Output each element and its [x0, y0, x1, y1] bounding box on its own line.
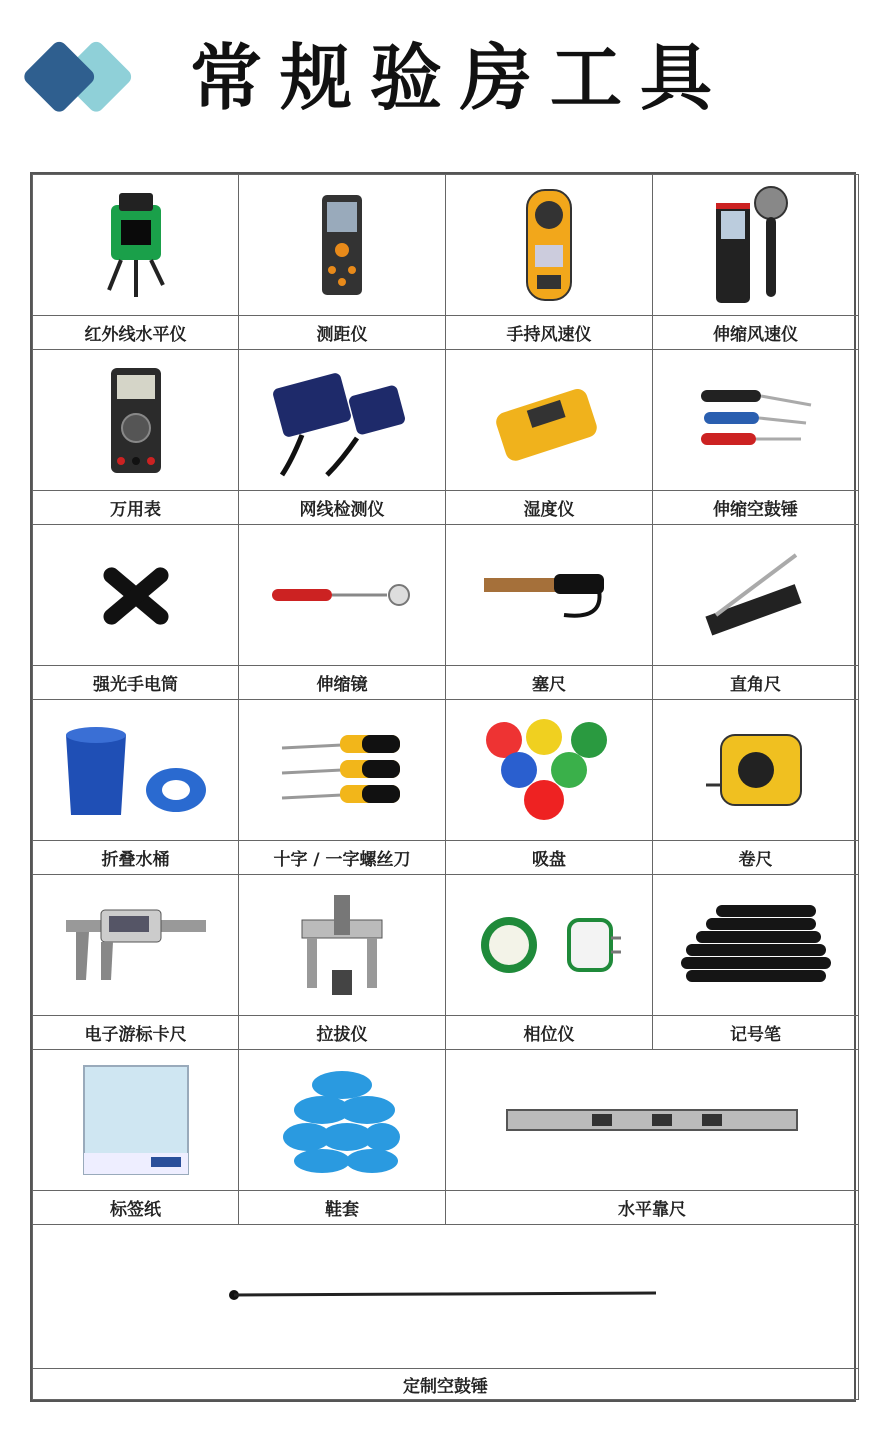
label-paper-icon: [81, 1063, 191, 1178]
tool-cell-laser-level: [33, 175, 239, 316]
flashlight-icon: [86, 550, 186, 640]
tool-label: 卷尺: [653, 841, 859, 875]
tool-label: 红外线水平仪: [33, 316, 239, 350]
tool-label: 电子游标卡尺: [33, 1016, 239, 1050]
tool-label: 定制空鼓锤: [33, 1369, 859, 1400]
tool-label: 手持风速仪: [446, 316, 653, 350]
tool-cell-flashlight: [33, 525, 239, 666]
tool-label: 网线检测仪: [239, 491, 446, 525]
tool-cell-phase-tester: [446, 875, 653, 1016]
anemometer-icon: [519, 185, 579, 305]
tool-cell-suction-cup: [446, 700, 653, 841]
hygrometer-icon: [494, 375, 604, 465]
telescopic-hammer-icon: [696, 385, 816, 455]
tool-label: 湿度仪: [446, 491, 653, 525]
tool-label: 伸缩风速仪: [653, 316, 859, 350]
page-title: 常规验房工具: [190, 36, 731, 120]
tool-label: 鞋套: [239, 1191, 446, 1225]
tool-label: 伸缩空鼓锤: [653, 491, 859, 525]
tool-label: 记号笔: [653, 1016, 859, 1050]
tool-label: 强光手电筒: [33, 666, 239, 700]
suction-cup-icon: [479, 715, 619, 825]
tool-label: 水平靠尺: [446, 1191, 859, 1225]
tool-cell-pull-tester: [239, 875, 446, 1016]
tool-cell-distance-meter: [239, 175, 446, 316]
custom-hammer-icon: [226, 1285, 666, 1305]
tape-measure-icon: [701, 725, 811, 815]
tool-cell-marker-pen: [653, 875, 859, 1016]
tool-cell-anemometer: [446, 175, 653, 316]
tool-label: 塞尺: [446, 666, 653, 700]
tool-label: 标签纸: [33, 1191, 239, 1225]
tool-cell-hygrometer: [446, 350, 653, 491]
header: [0, 0, 872, 160]
diamond-logo-icon: [22, 32, 152, 128]
tool-cell-telescopic-hammer: [653, 350, 859, 491]
tool-cell-folding-bucket: [33, 700, 239, 841]
tool-cell-level-ruler: [446, 1050, 859, 1191]
folding-bucket-icon: [56, 715, 216, 825]
tool-label: 直角尺: [653, 666, 859, 700]
tool-label: 拉拔仪: [239, 1016, 446, 1050]
tool-cell-shoe-cover: [239, 1050, 446, 1191]
pull-tester-icon: [292, 890, 392, 1000]
tool-cell-custom-hammer: [33, 1225, 859, 1369]
tool-label: 十字 / 一字螺丝刀: [239, 841, 446, 875]
phase-tester-icon: [474, 910, 624, 980]
square-ruler-icon: [701, 545, 811, 645]
tool-cell-cable-tester: [239, 350, 446, 491]
screwdriver-icon: [272, 730, 412, 810]
tool-label: 吸盘: [446, 841, 653, 875]
multimeter-icon: [106, 363, 166, 478]
tool-cell-screwdriver: [239, 700, 446, 841]
tool-cell-telescopic-anemometer: [653, 175, 859, 316]
shoe-cover-icon: [282, 1065, 402, 1175]
tool-cell-telescopic-mirror: [239, 525, 446, 666]
tool-cell-feeler-gauge: [446, 525, 653, 666]
tool-cell-tape-measure: [653, 700, 859, 841]
tool-cell-square-ruler: [653, 525, 859, 666]
tool-label: 万用表: [33, 491, 239, 525]
tool-label: 折叠水桶: [33, 841, 239, 875]
cable-tester-icon: [272, 360, 412, 480]
telescopic-anemometer-icon: [711, 183, 801, 308]
caliper-icon: [61, 900, 211, 990]
tool-label: 测距仪: [239, 316, 446, 350]
tool-label: 相位仪: [446, 1016, 653, 1050]
tool-label: 伸缩镜: [239, 666, 446, 700]
distance-meter-icon: [317, 190, 367, 300]
tool-cell-multimeter: [33, 350, 239, 491]
tool-cell-label-paper: [33, 1050, 239, 1191]
tool-cell-caliper: [33, 875, 239, 1016]
laser-level-icon: [101, 185, 171, 305]
level-ruler-icon: [502, 1100, 802, 1140]
feeler-gauge-icon: [479, 560, 619, 630]
tools-grid: [30, 172, 856, 1402]
telescopic-mirror-icon: [267, 575, 417, 615]
marker-pen-icon: [676, 900, 836, 990]
